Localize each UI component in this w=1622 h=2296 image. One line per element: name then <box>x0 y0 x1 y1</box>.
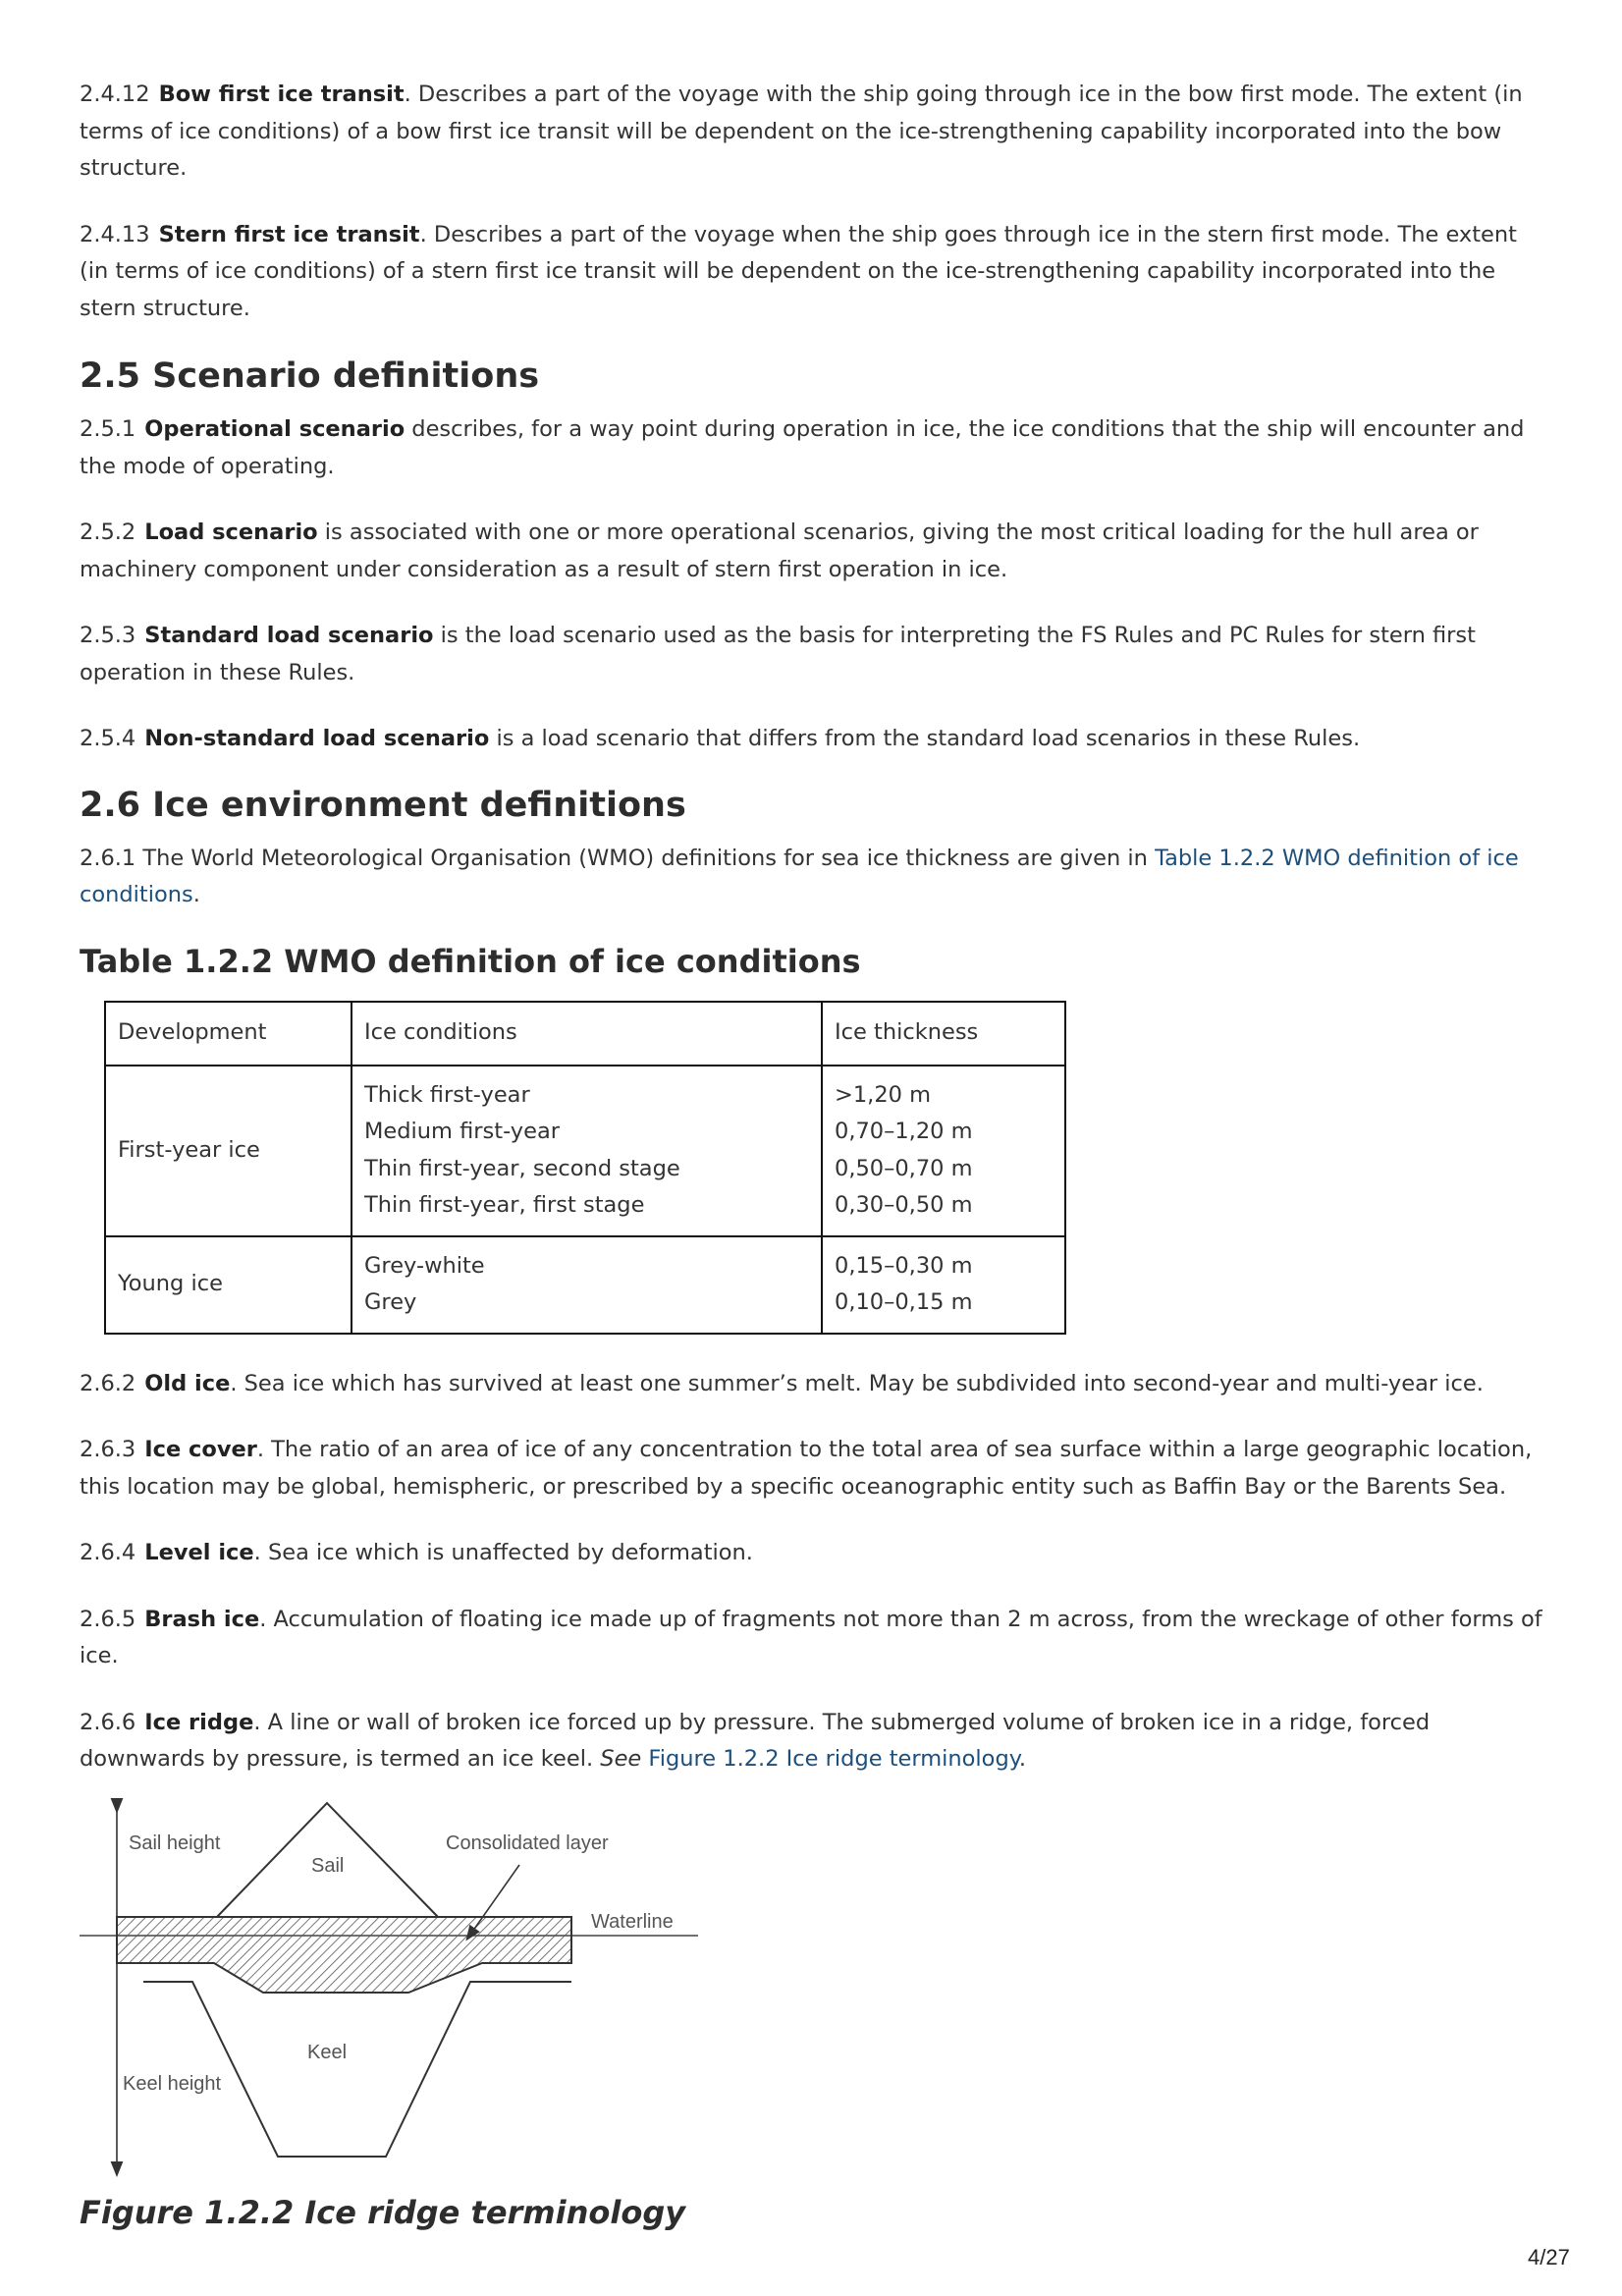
thickness-cell <box>822 1066 1065 1236</box>
definition-2-4-13 <box>80 217 1552 328</box>
header-cell: Ice thickness <box>822 1002 1065 1066</box>
table-title: Table 1.2.2 WMO definition of ice conditions <box>80 942 861 980</box>
consolidated-layer-label: Consolidated layer <box>446 1831 609 1854</box>
thickness-item: 0,15–0,30 m <box>835 1252 973 1279</box>
clause-number: 2.4.12 <box>80 82 150 107</box>
definition-2-6-4 <box>80 1535 1552 1572</box>
definition-text: is the load scenario used as the basis for interpreting the FS Rules and PC Rules for stern first operation in these Rules. <box>80 623 1476 685</box>
clause-number: 2.6.4 <box>80 1540 136 1565</box>
definition-2-4-12 <box>80 77 1552 188</box>
defined-term: Stern first ice transit <box>158 221 420 247</box>
keel-height-label: Keel height <box>123 2072 222 2095</box>
condition-item: Medium first-year <box>364 1119 561 1144</box>
page-number: 4/27 <box>1528 2245 1570 2269</box>
clause-number: 2.4.13 <box>80 221 150 247</box>
intro-end: . <box>192 882 200 907</box>
definition-2-6-2 <box>80 1366 1552 1403</box>
intro-text: 2.6.1 The World Meteorological Organisation (WMO) definitions for sea ice thickness are given in <box>80 845 1156 871</box>
definition-2-6-5 <box>80 1602 1552 1675</box>
defined-term: Ice cover <box>144 1437 257 1462</box>
clause-number: 2.6.5 <box>80 1606 136 1632</box>
defined-term: Operational scenario <box>144 416 406 442</box>
definition-text: . Describes a part of the voyage when the ship goes through ice in the stern first mode. The extent (in terms of ice conditions) of a stern first ice transit will be dependent on the ice-strengthening capability incorporated into the stern structure. <box>80 221 1517 321</box>
thickness-cell <box>822 1236 1065 1334</box>
development-cell: First-year ice <box>105 1066 351 1236</box>
ice-ridge-diagram <box>80 1798 718 2181</box>
see-word: See <box>600 1746 642 1772</box>
definition-2-6-6 <box>80 1705 1552 1778</box>
ice-ridge-figure <box>80 1798 718 2181</box>
section-heading-2-5: 2.5 Scenario definitions <box>80 356 540 396</box>
condition-item: Thick first-year <box>364 1081 530 1108</box>
sail-height-label: Sail height <box>129 1831 221 1854</box>
clause-number: 2.6.3 <box>80 1437 136 1462</box>
wmo-ice-conditions-table <box>104 1001 1066 1335</box>
definition-2-6-1 <box>80 841 1552 914</box>
header-cell: Ice conditions <box>351 1002 822 1066</box>
definition-text: describes, for a way point during operation in ice, the ice conditions that the ship will encounter and the mode of operating. <box>80 416 1525 479</box>
figure-caption: Figure 1.2.2 Ice ridge terminology <box>80 2193 686 2231</box>
header-cell: Development <box>105 1002 351 1066</box>
table-row <box>105 1066 1065 1236</box>
condition-item: Thin first-year, second stage <box>364 1155 680 1181</box>
definition-2-6-3 <box>80 1432 1552 1505</box>
section-heading-2-6: 2.6 Ice environment definitions <box>80 785 686 825</box>
definition-text: . A line or wall of broken ice forced up by pressure. The submerged volume of broken ice in a ridge, forced downwards by pressure, is termed an ice keel. <box>80 1709 1431 1772</box>
definition-end: . <box>1018 1746 1026 1772</box>
thickness-item: 0,30–0,50 m <box>835 1192 973 1218</box>
definition-text: . Sea ice which is unaffected by deformation. <box>253 1540 753 1565</box>
keel-outline <box>143 1982 571 2157</box>
condition-item: Grey <box>364 1289 417 1315</box>
defined-term: Ice ridge <box>144 1709 254 1735</box>
clause-number: 2.5.1 <box>80 416 136 442</box>
definition-text: is associated with one or more operational scenarios, giving the most critical loading for the hull area or machinery component under consideration as a result of stern first operation in ice. <box>80 519 1479 582</box>
defined-term: Level ice <box>144 1540 254 1565</box>
definition-2-5-4 <box>80 721 1552 758</box>
definition-text: . Describes a part of the voyage with the ship going through ice in the bow first mode. The extent (in terms of ice conditions) of a bow first ice transit will be dependent on the ice-strengthening capability incorporated into the bow structure. <box>80 82 1523 181</box>
defined-term: Bow first ice transit <box>158 82 405 107</box>
conditions-cell <box>351 1236 822 1334</box>
defined-term: Old ice <box>144 1370 231 1396</box>
definition-text: . Sea ice which has survived at least one summer’s melt. May be subdivided into second-year and multi-year ice. <box>230 1370 1484 1396</box>
definition-text: is a load scenario that differs from the standard load scenarios in these Rules. <box>489 726 1361 751</box>
clause-number: 2.6.2 <box>80 1370 136 1396</box>
definition-2-5-3 <box>80 618 1552 691</box>
waterline-label: Waterline <box>591 1910 674 1933</box>
development-cell: Young ice <box>105 1236 351 1334</box>
clause-number: 2.5.3 <box>80 623 136 648</box>
thickness-item: 0,50–0,70 m <box>835 1155 973 1181</box>
clause-number: 2.5.2 <box>80 519 136 545</box>
condition-item: Thin first-year, first stage <box>364 1192 645 1218</box>
clause-number: 2.6.6 <box>80 1709 136 1735</box>
definition-text: . Accumulation of floating ice made up of fragments not more than 2 m across, from the wreckage of other forms of ice. <box>80 1606 1542 1668</box>
document-page <box>80 77 1552 2232</box>
defined-term: Load scenario <box>144 519 318 545</box>
definition-text: . The ratio of an area of ice of any concentration to the total area of sea surface within a large geographic location, this location may be global, hemispheric, or prescribed by a specific oceanographic entity such as Baffin Bay or the Barents Sea. <box>80 1437 1533 1500</box>
definition-2-5-2 <box>80 515 1552 588</box>
thickness-item: >1,20 m <box>835 1081 932 1108</box>
defined-term: Brash ice <box>144 1606 260 1632</box>
clause-number: 2.5.4 <box>80 726 136 751</box>
keel-label: Keel <box>307 2041 348 2063</box>
defined-term: Standard load scenario <box>144 623 434 648</box>
sail-label: Sail <box>311 1854 345 1877</box>
table-row <box>105 1236 1065 1334</box>
condition-item: Grey-white <box>364 1252 485 1279</box>
defined-term: Non-standard load scenario <box>144 726 490 751</box>
table-reference-link[interactable]: Table 1.2.2 WMO definition of ice conditions <box>80 845 1519 907</box>
thickness-item: 0,70–1,20 m <box>835 1119 973 1144</box>
conditions-cell <box>351 1066 822 1236</box>
table-header-row <box>105 1002 1065 1066</box>
definition-2-5-1 <box>80 411 1552 485</box>
figure-reference-link[interactable]: Figure 1.2.2 Ice ridge terminology <box>648 1746 1019 1772</box>
thickness-item: 0,10–0,15 m <box>835 1289 973 1315</box>
